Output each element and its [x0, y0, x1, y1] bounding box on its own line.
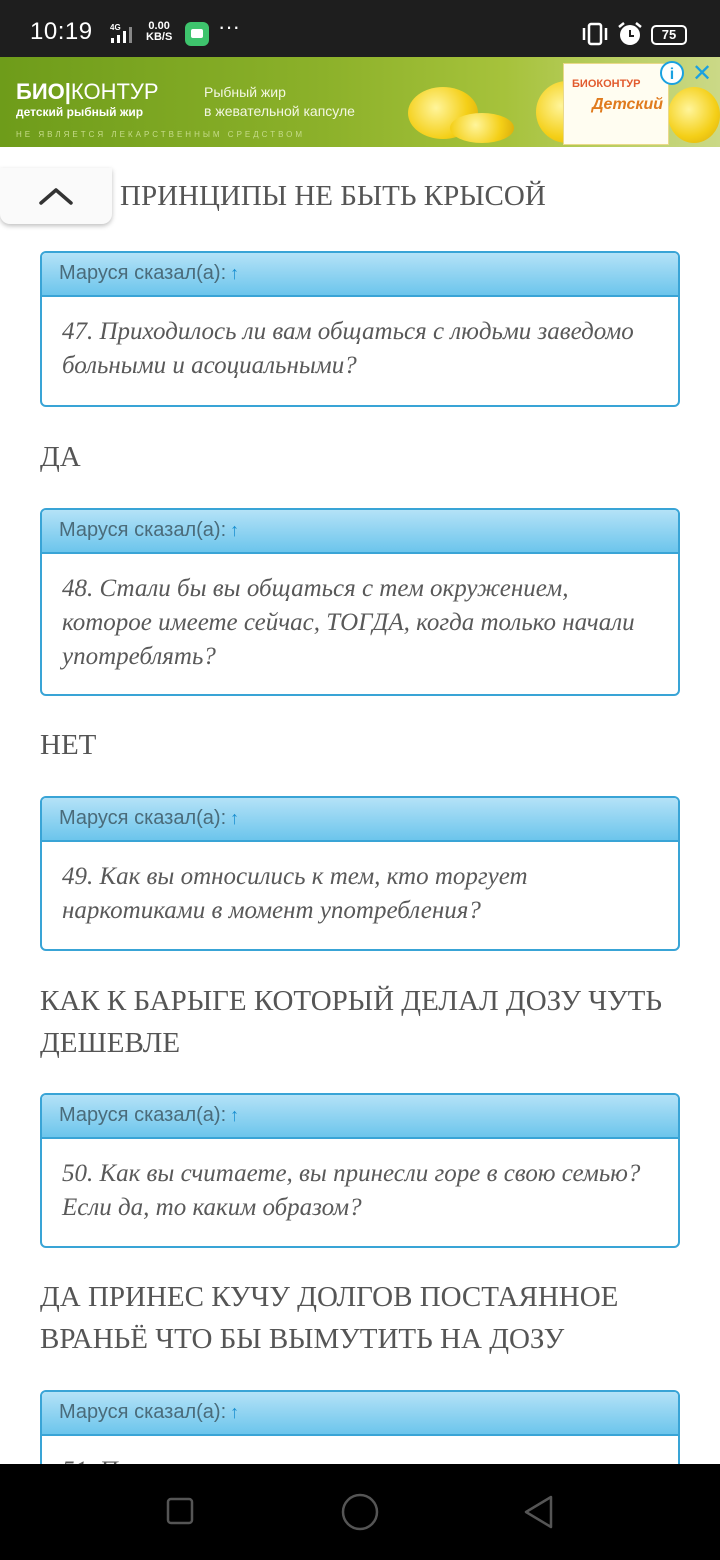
quote-block [40, 1093, 680, 1248]
answer-text: КАК К БАРЫГЕ КОТОРЫЙ ДЕЛАЛ ДОЗУ ЧУТЬ ДЕШЕВЛЕ [40, 985, 662, 1059]
quote-author: Маруся сказал(а): ↑ [59, 262, 240, 284]
quote-author: Маруся сказал(а): ↑ [59, 519, 240, 541]
clock: 10:19 [30, 18, 93, 45]
quote-text: 47. Приходилось ли вам общаться с людьми заведомо больными и асоциальными? [62, 318, 634, 379]
ad-description: Рыбный жир в жевательной капсуле [204, 84, 355, 119]
ad-brand-subtitle: детский рыбный жир [16, 105, 144, 119]
jump-to-post-icon[interactable]: ↑ [230, 1105, 240, 1125]
quote-block [40, 796, 680, 951]
quote-header [42, 510, 678, 554]
status-bar [0, 0, 720, 57]
ad-product-box: БИОКОНТУР Детский [563, 63, 669, 145]
ad-lemon-image [668, 87, 720, 143]
quote-text: 48. Стали бы вы общаться с тем окружением, которое имеете сейчас, ТОГДА, когда только начали употреблять? [62, 575, 635, 670]
vibrate-icon [580, 22, 610, 46]
answer-text: НЕТ [40, 729, 97, 761]
jump-to-post-icon[interactable]: ↑ [230, 808, 240, 828]
quote-block [40, 251, 680, 407]
ad-close-button[interactable]: ✕ [692, 60, 713, 87]
quote-author: Маруся сказал(а): ↑ [59, 807, 240, 829]
section-heading: ПРИНЦИПЫ НЕ БЫТЬ КРЫСОЙ [120, 180, 546, 212]
quote-header [42, 253, 678, 297]
quote-header [42, 1095, 678, 1139]
answer-text: ДА [40, 441, 81, 473]
chevron-up-icon [38, 186, 74, 206]
collapse-button[interactable] [0, 168, 112, 224]
home-button[interactable] [340, 1492, 380, 1532]
back-button[interactable] [521, 1494, 557, 1530]
battery-indicator: 75 [651, 25, 687, 45]
jump-to-post-icon[interactable]: ↑ [230, 520, 240, 540]
jump-to-post-icon[interactable]: ↑ [230, 263, 240, 283]
more-notifications-icon: ··· [218, 14, 240, 39]
svg-text:4G: 4G [110, 23, 121, 32]
quote-text: 50. Как вы считаете, вы принесли горе в свою семью? Если да, то каким образом? [62, 1160, 641, 1221]
quote-author: Маруся сказал(а): ↑ [59, 1104, 240, 1126]
jump-to-post-icon[interactable]: ↑ [230, 1402, 240, 1422]
quote-text: 49. Как вы относились к тем, кто торгует наркотиками в момент употребления? [62, 863, 528, 924]
messages-notification-icon [185, 22, 209, 46]
alarm-icon [617, 21, 643, 47]
quote-block [40, 508, 680, 696]
ad-brand-logo: БИО|КОНТУР [16, 79, 159, 104]
ad-lemon-image [450, 113, 514, 143]
quote-header [42, 1392, 678, 1436]
navigation-bar [0, 1464, 720, 1560]
ad-banner[interactable] [0, 57, 720, 147]
network-speed: 0.00 KB/S [146, 20, 173, 43]
ad-info-button[interactable]: i [660, 61, 684, 85]
ad-fine-print: НЕ ЯВЛЯЕТСЯ ЛЕКАРСТВЕННЫМ СРЕДСТВОМ [16, 130, 306, 139]
answer-text: ДА ПРИНЕС КУЧУ ДОЛГОВ ПОСТАЯННОЕ ВРАНЬЁ ЧТО БЫ ВЫМУТИТЬ НА ДОЗУ [40, 1281, 619, 1355]
quote-header [42, 798, 678, 842]
cellular-signal-icon [110, 22, 136, 44]
recent-apps-button[interactable] [166, 1497, 194, 1525]
quote-author: Маруся сказал(а): ↑ [59, 1401, 240, 1423]
